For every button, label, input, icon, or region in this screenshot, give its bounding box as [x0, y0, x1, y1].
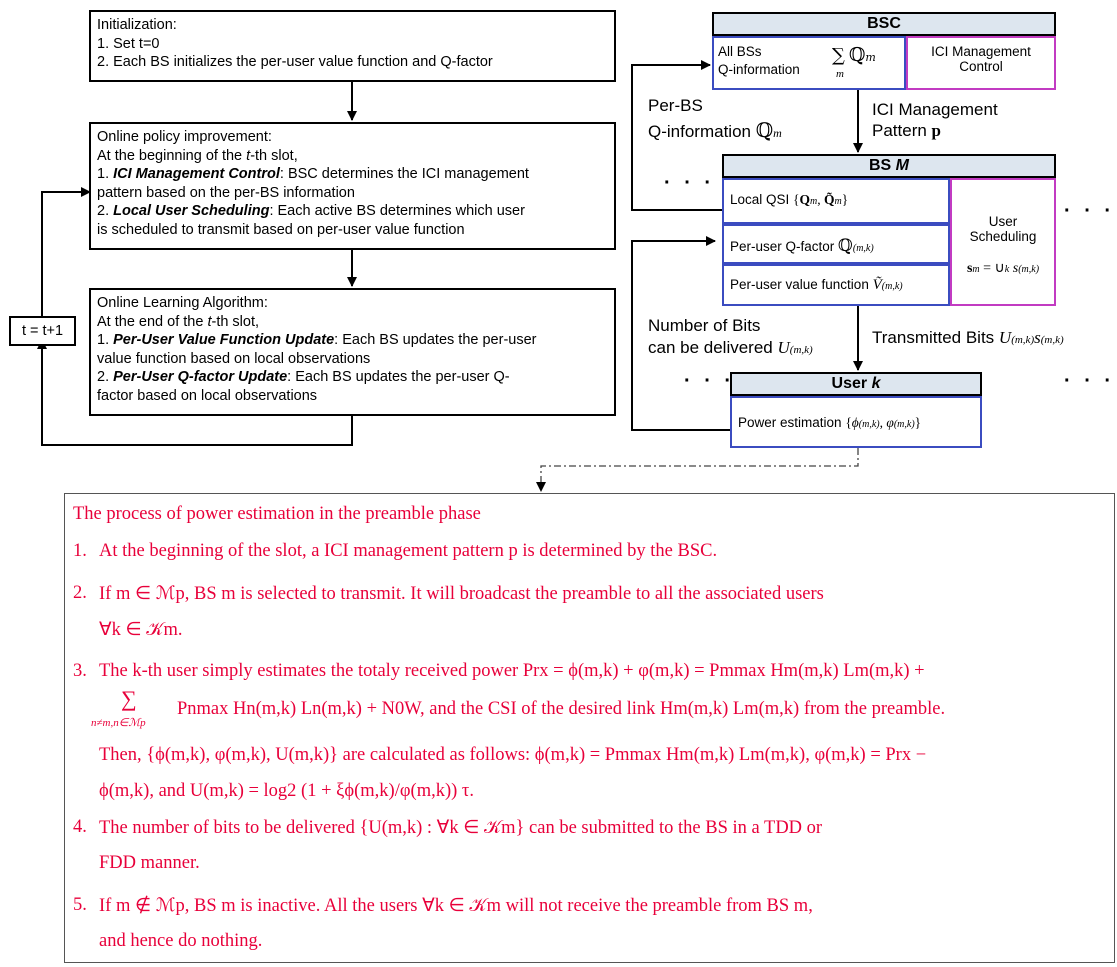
learning-step-2 — [97, 368, 608, 387]
control-label: Control — [959, 59, 1003, 74]
step-3-text-cont: Pnmax Hn(m,k) Ln(m,k) + N0W, and the CSI of the desired link Hm(m,k) Lm(m,k) from the preamble. — [177, 699, 946, 719]
ici-pattern-label-2: Pattern p — [872, 121, 942, 140]
bsc-header-label: BSC — [867, 15, 901, 32]
bs-m-header — [722, 154, 1056, 178]
policy-step-1-text: : BSC determines the ICI management — [279, 166, 529, 182]
step-2-text: If m ∈ ℳp, BS m is selected to transmit. It will broadcast the preamble to all the associated users — [99, 584, 824, 604]
policy-step-2-cont: is scheduled to transmit based on per-user value function — [97, 221, 465, 238]
local-qsi-cell — [722, 178, 950, 224]
schedule-formula: sm = ∪k s(m,k) — [966, 261, 1040, 276]
learning-step-1-num: 1. — [97, 332, 114, 348]
policy-improvement-box — [89, 122, 616, 250]
user-label: User — [988, 214, 1018, 229]
can-be-delivered-text: can be delivered — [648, 338, 773, 357]
power-estimation-process-box — [64, 493, 1115, 963]
user-k-header — [730, 372, 982, 396]
pattern-text: Pattern — [872, 121, 927, 140]
ellipsis-bs-right: · · · — [1064, 200, 1116, 222]
per-bs-label: Per-BS — [648, 96, 703, 115]
policy-step-1-cont: pattern based on the per-BS information — [97, 184, 355, 201]
per-user-value-label: Per-user value function — [730, 277, 869, 292]
transmitted-bits-text: Transmitted Bits — [872, 328, 995, 347]
step-2-text-cont: ∀k ∈ 𝒦m. — [99, 620, 183, 640]
power-estimation-label: Power estimation — [738, 415, 842, 430]
step-4-number: 4. — [73, 817, 87, 837]
per-user-q-row: Per-user Q-factor ℚ(m,k) — [730, 236, 874, 256]
policy-step-2-text: : Each active BS determines which user — [269, 203, 525, 219]
learning-algorithm-box — [89, 288, 616, 416]
learning-step-2-num: 2. — [97, 369, 114, 385]
ellipsis-user-right: · · · — [1064, 370, 1116, 392]
qfactor-update-label: Per-User Q-factor Update — [113, 369, 288, 385]
sum-subscript-m: m — [836, 68, 844, 80]
step-3-sum-symbol: ∑ — [121, 686, 137, 711]
policy-slot-suffix: -th slot, — [250, 147, 298, 164]
step-5-text: If m ∉ ℳp, BS m is inactive. All the users ∀k ∈ 𝒦m will not receive the preamble from BS m, — [99, 896, 813, 916]
policy-slot-t: t — [246, 147, 251, 164]
local-qsi-row: Local QSI {Qm, Q̃m} — [730, 192, 849, 207]
per-bs-q-information-label: Q-information ℚm — [648, 118, 782, 142]
learning-step-1-cont: value function based on local observations — [97, 350, 371, 367]
per-user-q-factor-cell — [722, 224, 950, 264]
step-5-number: 5. — [73, 895, 87, 915]
per-user-q-label: Per-user Q-factor — [730, 239, 835, 254]
step-1-number: 1. — [73, 541, 87, 561]
policy-slot-text: At the beginning of the — [97, 147, 247, 164]
learning-slot-suffix: -th slot, — [211, 313, 260, 330]
policy-step-2 — [97, 202, 608, 221]
scheduling-label: Scheduling — [969, 229, 1037, 244]
bsc-header — [712, 12, 1056, 36]
bs-m-header-m: M — [895, 157, 909, 174]
learning-step-2-cont: factor based on local observations — [97, 387, 318, 404]
all-bs-label: All BSs — [718, 44, 762, 59]
ici-management-label: ICI Management — [931, 44, 1031, 59]
step-3-sum-subscript: n≠m,n∈ℳp — [91, 717, 146, 729]
step-4-text: The number of bits to be delivered {U(m,k) : ∀k ∈ 𝒦m} can be submitted to the BS in a TDD or — [99, 818, 823, 838]
bs-m-header-label: BS — [868, 157, 892, 174]
per-user-value-row: Per-user value function Ṽ(m,k) — [730, 277, 903, 293]
dashdot-connector — [541, 448, 858, 484]
policy-step-1-num: 1. — [97, 166, 114, 182]
policy-title: Online policy improvement: — [97, 129, 272, 145]
local-scheduling-label: Local User Scheduling — [113, 203, 270, 219]
step-5-text-cont: and hence do nothing. — [99, 931, 263, 951]
learning-slot-line — [97, 313, 608, 332]
init-step-2: 2. Each BS initializes the per-user value function and Q-factor — [97, 54, 493, 70]
process-title: The process of power estimation in the preamble phase — [73, 504, 481, 524]
learning-title: Online Learning Algorithm: — [97, 295, 268, 311]
per-bs-q-text: Q-information — [648, 122, 751, 141]
user-k-header-label: User — [831, 375, 868, 392]
learning-slot-text: At the end of the — [97, 313, 208, 330]
power-estimation-row: Power estimation {ϕ(m,k), φ(m,k)} — [738, 415, 922, 430]
ici-control-label: ICI Management Control — [113, 166, 280, 182]
policy-slot-line — [97, 147, 608, 166]
initialization-box — [89, 10, 616, 82]
user-k-header-k: k — [871, 375, 881, 392]
policy-step-2-num: 2. — [97, 203, 114, 219]
step-1-text: At the beginning of the slot, a ICI management pattern p is determined by the BSC. — [99, 541, 718, 561]
ellipsis-user-left: · · · — [684, 370, 736, 392]
sum-q-formula: ∑ ℚm — [832, 44, 876, 66]
ellipsis-bs-left: · · · — [664, 172, 716, 194]
dashdot-arrowhead — [536, 482, 546, 492]
counter-label: t = t+1 — [21, 323, 64, 339]
step-3-text: The k-th user simply estimates the totaly received power Prx = ϕ(m,k) + φ(m,k) = Pmmax Hm(m,k) Lm(m,k) + — [99, 661, 925, 681]
ici-management-control-cell — [906, 36, 1056, 90]
counter-box — [9, 316, 76, 346]
learning-step-1-text: : Each BS updates the per-user — [334, 332, 537, 348]
num-bits-label-2: can be delivered U(m,k) — [648, 338, 813, 357]
init-step-1: 1. Set t=0 — [97, 35, 160, 52]
power-estimation-cell — [730, 396, 982, 448]
per-user-value-cell — [722, 264, 950, 306]
step-3-text-then: Then, {ϕ(m,k), φ(m,k), U(m,k)} are calculated as follows: ϕ(m,k) = Pmmax Hm(m,k) Lm(m,k), φ(m,k) = Prx − — [99, 745, 927, 765]
step-3-number: 3. — [73, 661, 87, 681]
learning-slot-t: t — [207, 313, 212, 330]
user-scheduling-cell — [950, 178, 1056, 306]
learning-step-1 — [97, 331, 608, 350]
counter-to-policy-line — [42, 192, 90, 316]
num-bits-label-1: Number of Bits — [648, 316, 761, 335]
learning-step-2-text: : Each BS updates the per-user Q- — [287, 369, 510, 385]
step-4-text-cont: FDD manner. — [99, 853, 200, 873]
policy-step-1 — [97, 165, 608, 184]
ici-pattern-label-1: ICI Management — [872, 100, 998, 119]
init-title: Initialization: — [97, 17, 177, 33]
local-qsi-label: Local QSI — [730, 192, 790, 207]
step-2-number: 2. — [73, 583, 87, 603]
step-3-text-formula: ϕ(m,k), and U(m,k) = log2 (1 + ξϕ(m,k)/φ(m,k)) τ. — [99, 781, 474, 801]
value-update-label: Per-User Value Function Update — [113, 332, 335, 348]
all-bs-q-info-cell — [712, 36, 906, 90]
transmitted-bits-label: Transmitted Bits U(m,k)s(m,k) — [872, 328, 1064, 347]
q-information-label: Q-information — [718, 62, 800, 77]
